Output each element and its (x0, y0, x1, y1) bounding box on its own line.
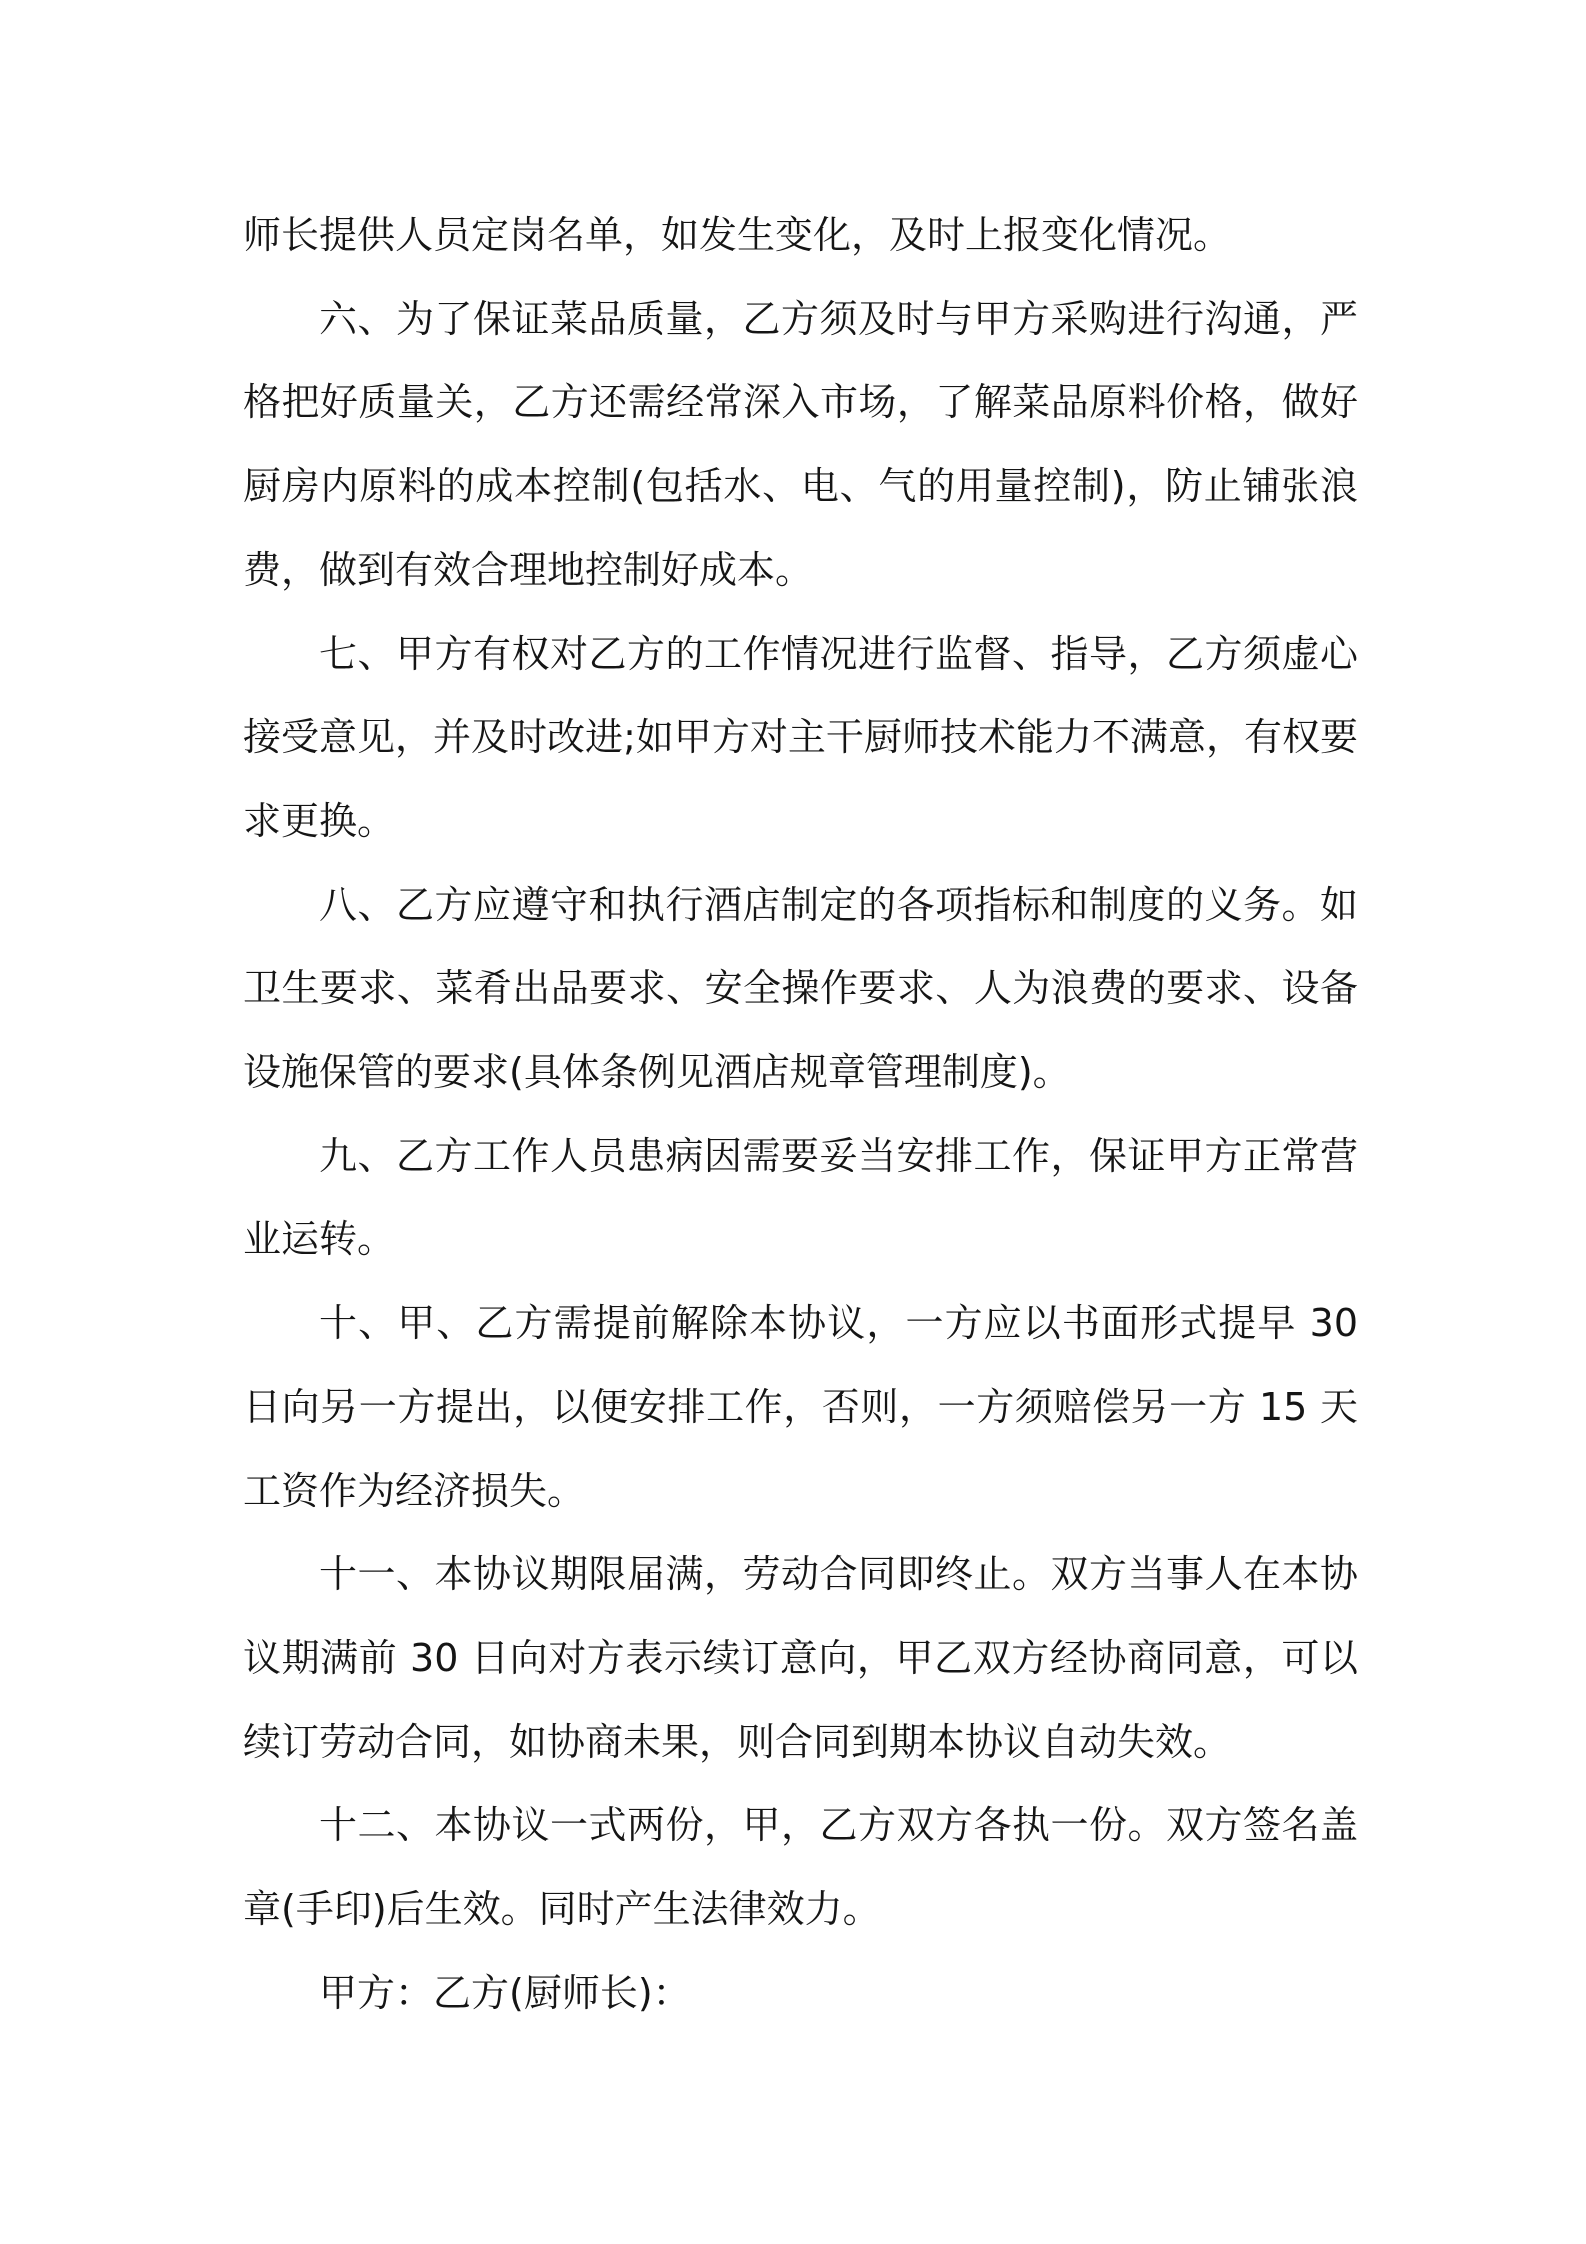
paragraph-continuation: 师长提供人员定岗名单，如发生变化，及时上报变化情况。 (243, 213, 1232, 257)
contract-text (243, 194, 1358, 2035)
clause-6: 六、为了保证菜品质量，乙方须及时与甲方采购进行沟通，严格把好质量关，乙方还需经常深入市场，了解菜品原料价格，做好厨房内原料的成本控制(包括水、电、气的用量控制)，防止铺张浪费，做到有效合理地控制好成本。 (243, 296, 1358, 592)
clause-11: 十一、本协议期限届满，劳动合同即终止。双方当事人在本协议期满前 30 日向对方表示续订意向，甲乙双方经协商同意，可以续订劳动合同，如协商未果，则合同到期本协议自动失效。 (243, 1552, 1358, 1764)
clause-10: 十、甲、乙方需提前解除本协议，一方应以书面形式提早 30 日向另一方提出，以便安排工作，否则，一方须赔偿另一方 15 天工资作为经济损失。 (243, 1301, 1358, 1513)
clause-9: 九、乙方工作人员患病因需要妥当安排工作，保证甲方正常营业运转。 (243, 1133, 1358, 1262)
clause-8: 八、乙方应遵守和执行酒店制定的各项指标和制度的义务。如卫生要求、菜肴出品要求、安全操作要求、人为浪费的要求、设备设施保管的要求(具体条例见酒店规章管理制度)。 (243, 882, 1358, 1095)
clause-12: 十二、本协议一式两份，甲，乙方双方各执一份。双方签名盖章(手印)后生效。同时产生法律效力。 (243, 1803, 1358, 1932)
signature-line: 甲方：乙方(厨师长)： (319, 1970, 691, 2015)
clause-7: 七、甲方有权对乙方的工作情况进行监督、指导，乙方须虚心接受意见，并及时改进;如甲方对主干厨师技术能力不满意，有权要求更换。 (243, 631, 1358, 843)
